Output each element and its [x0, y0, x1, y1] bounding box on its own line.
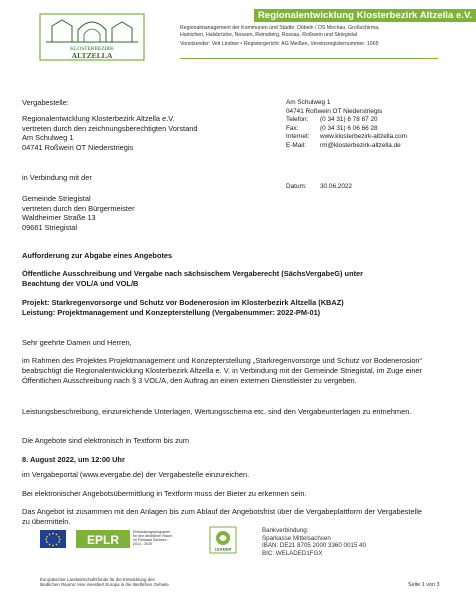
contact-street: Am Schulweg 1 — [286, 99, 331, 106]
date-row — [286, 183, 352, 192]
altzella-logo — [38, 12, 146, 62]
contact-city: 04741 Roßwein OT Niederstriegis — [286, 107, 383, 115]
recipient-line: Gemeinde Striegistal — [22, 194, 91, 203]
service-line: Leistung: Projektmanagement und Konzepterstellung (Vergabenummer: 2022-PM-01) — [22, 308, 321, 317]
connection-text: in Verbindung mit der — [22, 173, 92, 182]
eplr-caption-line: 2014 - 2020 — [133, 542, 153, 546]
recipient-line: vertreten durch den Bürgermeister — [22, 203, 135, 213]
internet-link[interactable]: www.klosterbezirk-altzella.com — [320, 133, 408, 141]
recipient-line: 09661 Striegistal — [22, 222, 78, 232]
subheader-line: Vorsitzender: Veit Lindner • Registergericht: AG Meißen, Vereinsregisternummer: 1065 — [180, 41, 379, 47]
paragraph-submission: Das Angebot ist zusammen mit den Anlagen bis zum Ablauf der Angebotsfrist über die Vergabeplattform der Vergabestelle zu übermitteln. — [22, 507, 422, 526]
leader-text: LEADER — [214, 546, 232, 552]
sender-line: Am Schulweg 1 — [22, 133, 74, 143]
eu-caption — [40, 577, 169, 587]
recipient-line: Waldheimer Straße 13 — [22, 213, 96, 223]
deadline: 8. August 2022, um 12:00 Uhr — [22, 455, 125, 464]
letter-subtitle-line2: Beachtung der VOL/A und VOL/B — [22, 279, 139, 288]
sender-line: Regionalentwicklung Klosterbezirk Altzella e.V. — [22, 114, 175, 123]
sender-line: vertreten durch den zeichnungsberechtigten Vorstand — [22, 123, 198, 133]
organization-subheader — [180, 25, 438, 48]
date-value: 30.06.2022 — [320, 183, 352, 190]
date-label: Datum: — [286, 183, 307, 190]
funding-logos — [40, 527, 250, 567]
eu-flag-icon — [40, 530, 66, 548]
eplr-logo — [76, 530, 130, 548]
fax-value: (0 34 31) 6 06 66 28 — [320, 124, 378, 132]
greeting: Sehr geehrte Damen und Herren, — [22, 338, 132, 347]
iban: IBAN: DE21 8705 2000 3360 0015 40 — [262, 542, 366, 550]
logo-text-line2: ALTZELLA — [71, 51, 113, 60]
telefon-value: (0 34 31) 6 78 87 20 — [320, 116, 378, 124]
email-label: E-Mail: — [286, 141, 306, 149]
bank-details — [262, 527, 366, 557]
sender-label: Vergabestelle: — [22, 98, 69, 107]
letter-subtitle-line1: Öffentliche Ausschreibung und Vergabe nach sächsischem Vergaberecht (SächsVergabeG) unter — [22, 269, 364, 278]
eu-caption-line: Europäischer Landwirtschaftsfonds für die Entwicklung des — [40, 577, 155, 582]
telefon-label: Telefon: — [286, 116, 309, 124]
header-divider — [180, 58, 438, 59]
bic: BIC: WELADED1FGX — [262, 549, 323, 557]
page-number: Seite 1 von 3 — [408, 582, 440, 588]
organization-title: Regionalentwicklung Klosterbezirk Altzella e.V. — [254, 9, 476, 22]
footer-logos — [40, 527, 250, 572]
eplr-caption-line: im Freistaat Sachsen — [133, 538, 167, 542]
fax-label: Fax: — [286, 124, 299, 132]
paragraph-documents: Leistungsbeschreibung, einzureichende Unterlagen, Wertungsschema etc. sind den Vergabeunterlagen zu entnehmen. — [22, 407, 412, 416]
recipient-address — [22, 194, 135, 232]
leader-logo — [210, 527, 236, 553]
eplr-text: EPLR — [86, 533, 120, 547]
bank-label: Bankverbindung: — [262, 527, 309, 534]
eu-caption-line: ländlichen Raums: Hier investiert Europa in die ländlichen Gebiete — [40, 582, 169, 588]
letter-title: Aufforderung zur Abgabe eines Angebotes — [22, 251, 173, 260]
internet-label: Internet: — [286, 133, 310, 141]
logo-text-line1: KLOSTERBEZIRK — [70, 46, 114, 52]
email-link[interactable]: rm@klosterbezirk-altzella.de — [320, 141, 401, 149]
sender-line: 04741 Roßwein OT Niederstriegis — [22, 142, 134, 152]
bank-name: Sparkasse Mittelsachsen — [262, 534, 331, 542]
contact-block — [286, 99, 407, 151]
monastery-logo-graphic — [38, 12, 146, 62]
paragraph-identification: Bei elektronischer Angebotsübermittlung in Textform muss der Bieter zu erkennen sein. — [22, 489, 307, 498]
subheader-line: Hainichen, Halsbrücke, Nossen, Reinsberg, Rossau, Roßwein und Striegistal — [180, 32, 358, 38]
paragraph-deadline-intro: Die Angebote sind elektronisch in Textform bis zum — [22, 436, 190, 445]
eplr-caption-line: Entwicklungsprogramm — [133, 530, 171, 534]
sender-address — [22, 114, 197, 152]
paragraph-portal: im Vergabeportal (www.evergabe.de) der Vergabestelle einzureichen. — [22, 470, 250, 479]
subheader-line: Regionalmanagement der Kommunen und Städte: Döbeln / OS Mochau, Großschirma, — [180, 25, 380, 31]
paragraph-intro: im Rahmen des Projektes Projektmanagement und Konzepterstellung „Starkregenvorsorge und Schutz vor Bodenerosion“ beabsichtigt die Regionalentwicklung Klosterbezirk Altzella e. V. in Verbindung mit der Gemeinde Striegistal, im Zuge einer Öffentlichen Ausschreibung nach § 3 VOL/A, den Auftrag an einen externen Dienstleister zu vergeben. — [22, 356, 422, 385]
project-line: Projekt: Starkregenvorsorge und Schutz vor Bodenerosion im Klosterbezirk Altzella (KBAZ) — [22, 298, 344, 307]
eplr-caption-line: für den ländlichen Raum — [133, 534, 172, 538]
